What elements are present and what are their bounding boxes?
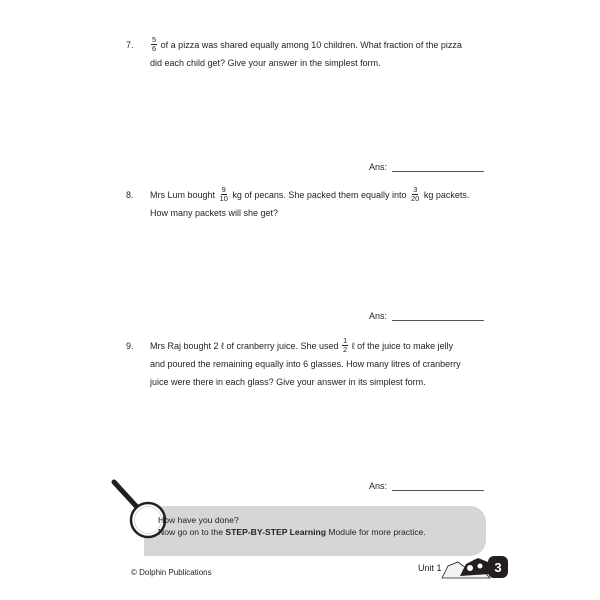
answer-label: Ans: (369, 311, 388, 321)
banner-text (158, 514, 426, 538)
question-text (150, 337, 490, 391)
fraction: $\frac{5}{6}$ (152, 35, 157, 54)
question-number: 9. (126, 341, 134, 351)
answer-blank[interactable] (392, 482, 484, 491)
unit-label: Unit 1 (418, 563, 442, 573)
question-text (150, 36, 490, 72)
question-line-3: juice were there in each glass? Give your answer in its simplest form. (150, 377, 426, 388)
question-line-2: did each child get? Give your answer in the simplest form. (150, 58, 381, 69)
question-line-1: Mrs Lum bought $\frac{9}{10}$ kg of pecans. She packed them equally into $\frac{3}{20}$ kg packets. (150, 185, 470, 204)
question-number: 7. (126, 40, 134, 50)
publisher-credit: © Dolphin Publications (131, 568, 212, 577)
answer-blank[interactable] (392, 312, 484, 321)
question-text (150, 186, 490, 222)
question-line-2: and poured the remaining equally into 6 glasses. How many litres of cranberry (150, 359, 461, 370)
unit-badge (440, 552, 510, 580)
fraction: $\frac{9}{10}$ (219, 185, 228, 204)
answer-line-9[interactable] (369, 481, 484, 491)
banner-line-2: Now go on to the STEP-BY-STEP Learning Module for more practice. (158, 527, 426, 537)
badge-number: 3 (494, 560, 502, 575)
banner-line-1: How have you done? (158, 515, 239, 525)
answer-line-8[interactable] (369, 311, 484, 321)
fraction: $\frac{1}{2}$ (343, 336, 348, 355)
answer-label: Ans: (369, 481, 388, 491)
question-number: 8. (126, 190, 134, 200)
answer-label: Ans: (369, 162, 388, 172)
question-line-2: How many packets will she get? (150, 208, 279, 219)
question-line-1: Mrs Raj bought 2 ℓ of cranberry juice. She used $\frac{1}{2}$ ℓ of the juice to make jelly (150, 336, 454, 355)
fraction: $\frac{3}{20}$ (411, 185, 420, 204)
question-line-1: $\frac{5}{6}$ of a pizza was shared equally among 10 children. What fraction of the pizza (152, 35, 462, 54)
answer-blank[interactable] (392, 163, 484, 172)
answer-line-7[interactable] (369, 162, 484, 172)
module-name: STEP-BY-STEP Learning (225, 527, 326, 537)
